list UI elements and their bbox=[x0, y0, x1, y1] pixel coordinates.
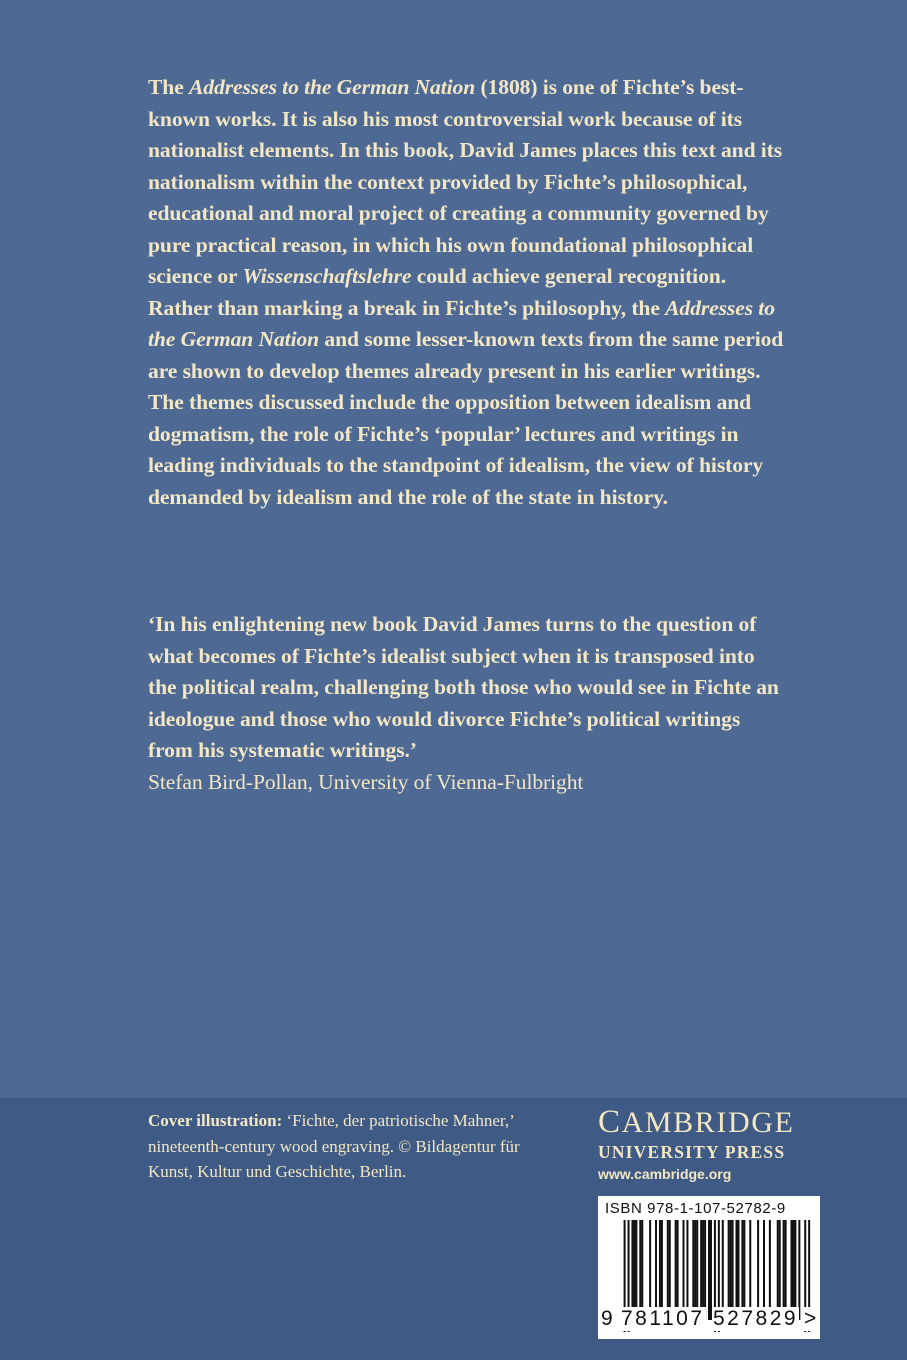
barcode-bar bbox=[696, 1220, 698, 1320]
barcode-bar bbox=[777, 1220, 779, 1320]
barcode-bar bbox=[702, 1220, 704, 1320]
barcode-lead-digit: 9 bbox=[601, 1307, 613, 1330]
isbn-barcode bbox=[598, 1196, 820, 1339]
barcode-bar bbox=[730, 1220, 732, 1320]
barcode-bar bbox=[635, 1220, 637, 1320]
barcode-bar bbox=[682, 1220, 684, 1320]
barcode-bar bbox=[633, 1220, 635, 1320]
barcode-bar bbox=[736, 1220, 738, 1320]
description-text: The bbox=[148, 75, 189, 99]
credit-label: Cover illustration: bbox=[148, 1111, 283, 1130]
isbn-label: ISBN 978-1-107-52782-9 bbox=[605, 1200, 786, 1217]
barcode-bar bbox=[779, 1220, 781, 1320]
barcode-bar bbox=[639, 1220, 641, 1320]
barcode-left-group: 781107 bbox=[621, 1307, 705, 1330]
barcode-bar bbox=[741, 1220, 743, 1320]
publisher-press: UNIVERSITY PRESS bbox=[598, 1142, 786, 1162]
barcode-bar bbox=[722, 1220, 724, 1320]
barcode-bar bbox=[641, 1220, 643, 1320]
barcode-bar bbox=[792, 1220, 794, 1320]
barcode-bar bbox=[692, 1220, 694, 1320]
endorsement-quote bbox=[148, 609, 788, 798]
barcode-bar bbox=[649, 1220, 651, 1320]
publisher-initial: C bbox=[598, 1104, 622, 1140]
barcode-bar bbox=[675, 1220, 677, 1320]
barcode-bar bbox=[686, 1220, 688, 1320]
description-paragraph bbox=[148, 72, 788, 513]
barcode-end-marker: > bbox=[804, 1307, 817, 1330]
barcode-bar bbox=[798, 1220, 800, 1320]
publisher-logo bbox=[598, 1105, 828, 1184]
barcode-bar bbox=[704, 1220, 706, 1320]
barcode-bar bbox=[708, 1220, 710, 1320]
barcode-bar bbox=[763, 1220, 765, 1320]
barcode-bar bbox=[677, 1220, 679, 1320]
book-description bbox=[148, 72, 788, 513]
barcode-bar bbox=[667, 1220, 669, 1320]
barcode-bar bbox=[669, 1220, 671, 1320]
barcode-bar bbox=[710, 1220, 712, 1320]
barcode-bar bbox=[661, 1220, 663, 1320]
barcode-bar bbox=[694, 1220, 696, 1320]
barcode-bar bbox=[737, 1220, 739, 1320]
barcode-bar bbox=[655, 1220, 657, 1320]
barcode-bar bbox=[769, 1220, 771, 1320]
cover-illustration-credit bbox=[148, 1108, 548, 1185]
publisher-name bbox=[598, 1105, 828, 1140]
publisher-name-rest: AMBRIDGE bbox=[621, 1106, 795, 1139]
barcode-bar bbox=[790, 1220, 792, 1320]
quote-text: ‘In his enlightening new book David James turns to the question of what becomes of Fichte’s idealist subject when it is transposed into the political realm, challenging both those who would see in Fichte an ideologue and those who would divorce Fichte’s political writings from his systematic writings.’ bbox=[148, 612, 779, 762]
barcode-bar bbox=[757, 1220, 759, 1320]
barcode-bar bbox=[659, 1220, 661, 1320]
quote-attribution: Stefan Bird-Pollan, University of Vienna-Fulbright bbox=[148, 769, 584, 794]
barcode-bar bbox=[728, 1220, 730, 1320]
barcode-right-group: 527829 bbox=[713, 1307, 799, 1330]
barcode-bar bbox=[732, 1220, 734, 1320]
barcode-bar bbox=[794, 1220, 796, 1320]
description-text: could achieve general recognition. Rather than marking a break in Fichte’s philosophy, the bbox=[148, 264, 726, 320]
description-title-italic: Addresses to the German Nation bbox=[189, 75, 476, 99]
description-text: (1808) is one of Fichte’s best-known works. It is also his most controversial work because of its nationalist elements. In this book, David James places this text and its nationalism within the context provided by Fichte’s philosophical, educational and moral project of creating a community governed by pure practical reason, in which his own foundational philosophical science or bbox=[148, 75, 783, 288]
credit-text: ‘Fichte, der patriotische Mahner,’ nineteenth-century wood engraving. © Bildagentur für Kunst, Kultur und Geschichte, Berlin. bbox=[148, 1111, 520, 1181]
description-title-italic: Addresses to the German Nation bbox=[148, 295, 775, 351]
barcode-bar bbox=[785, 1220, 787, 1320]
barcode-bar bbox=[783, 1220, 785, 1320]
description-term-italic: Wissenschaftslehre bbox=[242, 264, 412, 288]
barcode-bar bbox=[749, 1220, 751, 1320]
description-text: and some lesser-known texts from the same period are shown to develop themes already present in his earlier writings. The themes discussed include the opposition between idealism and dogmatism, the role of Fichte’s ‘popular’ lectures and writings in leading individuals to the standpoint of idealism, the view of history demanded by idealism and the role of the state in history. bbox=[148, 327, 784, 509]
barcode-bar bbox=[631, 1220, 633, 1320]
barcode-bar bbox=[700, 1220, 702, 1320]
barcode-bar bbox=[743, 1220, 745, 1320]
publisher-url: www.cambridge.org bbox=[598, 1166, 732, 1182]
